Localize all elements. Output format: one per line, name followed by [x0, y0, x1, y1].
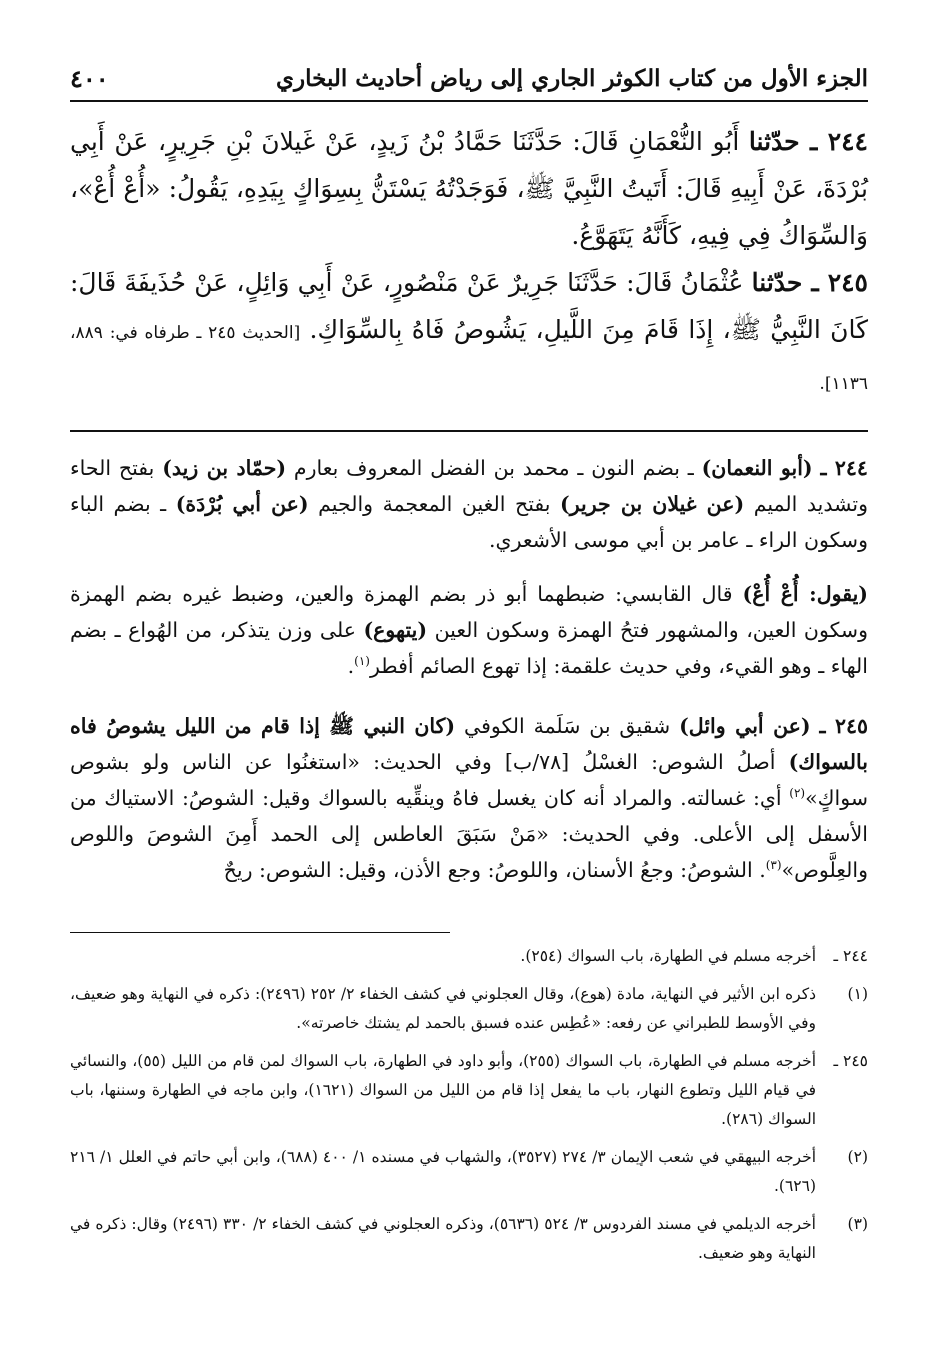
hadith-245-lead: ٢٤٥ ـ حدّثنا: [751, 268, 868, 297]
footnote-text: أخرجه الديلمي في مسند الفردوس ٣/ ٥٢٤ (٥٦٣٦)، وذكره العجلوني في كشف الخفاء ٢/ ٣٣٠ (٢٤٩٦) وقال: ذكره في النهاية وهو ضعيف.: [70, 1215, 816, 1262]
cy-text-3: .: [347, 654, 355, 678]
commentary-245: [70, 708, 868, 888]
c245-term-2: (كان النبي ﷺ إذا قام من الليل يشوصُ فاه بالسواك): [70, 714, 868, 774]
hadith-244-lead: ٢٤٤ ـ حدّثنا: [748, 127, 868, 156]
cy-term-1: (يقول: أُعْ أُعْ): [742, 582, 868, 606]
footnote-marker: (٣): [847, 1215, 868, 1233]
c245-text-3: أي: غسالته. والمراد أنه كان يغسل فاهُ وينقِّيه بالسواك وقيل: الشوصُ: الاستياك من الأسفل إلى الأعلى. وفي الحديث: «مَنْ سَبَقَ العاطس إلى الحمد أَمِنَ الشوصَ واللوص والعِلَّوص»: [70, 786, 868, 882]
hadith-245-text: عُثْمَانُ قَالَ: حَدَّثَنَا جَرِيرٌ عَنْ مَنْصُورٍ، عَنْ أَبِي وَائِلٍ، عَنْ حُذَيفَةَ قَالَ: كَانَ النَّبِيُّ ﷺ، إِذَا قَامَ مِنَ اللَّيلِ، يَشُوصُ فَاهُ بِالسِّوَاكِ.: [70, 268, 868, 344]
footnote-marker: (١): [847, 985, 868, 1003]
header-title: الجزء الأول من كتاب الكوثر الجاري إلى رياض أحاديث البخاري: [276, 64, 868, 92]
hadith-244-text: أَبُو النُّعْمَانِ قَالَ: حَدَّثَنَا حَمَّادُ بْنُ زَيدٍ، عَنْ غَيلانَ بْنِ جَرِيرٍ، عَنْ أَبِي بُرْدَةَ، عَنْ أَبِيهِ قَالَ: أَتَيتُ النَّبِيَّ ﷺ، فَوَجَدْتُهُ يَسْتَنُّ بِسِوَاكٍ بِيَدِهِ، يَقُولُ: «أُعْ أُعْ»، وَالسِّوَاكُ فِي فِيهِ، كَأَنَّهُ يَتَهَوَّعُ.: [70, 127, 868, 250]
c245-number: ٢٤٥ ـ: [819, 714, 868, 738]
c244-text-2: بفتح الحاء وتشديد الميم: [70, 456, 868, 516]
running-header: [70, 56, 868, 102]
c245-text-2: أصلُ الشوص: الغسْلُ [٧٨/ب] وفي الحديث: «استغنُوا عن الناس ولو بشوص سواكٍ»: [70, 750, 868, 810]
footnote-marker: (٢): [847, 1148, 868, 1166]
section-divider: [70, 430, 868, 432]
footnote-ref-2[interactable]: (٢): [789, 786, 806, 801]
c245-text-4: . الشوصُ: وجعُ الأسنان، واللوصُ: وجع الأذن، وقيل: الشوص: ريحٌ: [223, 858, 766, 882]
footnote-marker: ٢٤٤ ـ: [833, 947, 868, 965]
page-number: ٤٠٠: [70, 63, 109, 93]
footnote-item: [70, 1143, 868, 1201]
footnote-ref-1[interactable]: (١): [354, 654, 370, 669]
c244-text-1: ـ بضم النون ـ محمد بن الفضل المعروف بعارم: [293, 456, 694, 480]
c244-number: ٢٤٤ ـ: [820, 456, 868, 480]
footnote-item: [70, 1047, 868, 1134]
c244-text-3: بفتح الغين المعجمة والجيم: [318, 492, 551, 516]
footnotes: [70, 942, 868, 1277]
hadith-245-note: [الحديث ٢٤٥ ـ طرفاه في: ٨٨٩، ١١٣٦].: [70, 323, 868, 394]
footnote-ref-3[interactable]: (٣): [765, 858, 782, 873]
hadith-245: [70, 259, 868, 408]
footnote-text: ذكره ابن الأثير في النهاية، مادة (هوع)، وقال العجلوني في كشف الخفاء ٢/ ٢٥٢ (٢٤٩٦): ذكره في النهاية وهو ضعيف، وفي الأوسط للطبراني عن رفعه: «عُطِس عنده فسبق بالحمد لم يشتك خاصرته».: [70, 985, 816, 1032]
c245-text-1: شقيق بن سَلَمة الكوفي: [464, 714, 671, 738]
c244-text-4: ـ بضم الباء وسكون الراء ـ عامر بن أبي موسى الأشعري.: [70, 492, 868, 552]
footnote-item: [70, 1210, 868, 1268]
footnote-marker: ٢٤٥ ـ: [833, 1052, 868, 1070]
cy-text-2: على وزن يتذكر، من الهُواع ـ بضم الهاء ـ وهو القيء، وفي حديث علقمة: إذا تهوع الصائم أفطر: [70, 618, 868, 678]
commentary-244: [70, 450, 868, 558]
hadith-244: [70, 118, 868, 259]
c244-term-4: (عن أبي بُرْدَة): [175, 492, 309, 516]
cy-term-2: (يتهوع): [363, 618, 428, 642]
c245-term-1: (عن أبي وائل): [679, 714, 811, 738]
footnote-text: أخرجه البيهقي في شعب الإيمان ٣/ ٢٧٤ (٣٥٢٧)، والشهاب في مسنده ١/ ٤٠٠ (٦٨٨)، وابن أبي حاتم في العلل ١/ ٢١٦ (٦٢٦).: [70, 1148, 816, 1195]
commentary-yaqul: [70, 576, 868, 684]
cy-text-1: قال القابسي: ضبطهما أبو ذر بضم الهمزة والعين، وضبط غيره بضم الهمزة وسكون العين، والمشهور فتحُ الهمزة وسكون العين: [70, 582, 868, 642]
c244-term-2: (حمّاد بن زيد): [162, 456, 287, 480]
c244-term-1: (أبو النعمان): [701, 456, 813, 480]
footnote-text: أخرجه مسلم في الطهارة، باب السواك (٢٥٥)، وأبو داود في الطهارة، باب السواك لمن قام من الليل (٥٥)، والنسائي في قيام الليل وتطوع النهار، باب ما يفعل إذا قام من الليل من السواك (١٦٢١)، وابن ماجه في الطهارة وسننها، باب السواك (٢٨٦).: [70, 1052, 816, 1128]
footnote-item: [70, 980, 868, 1038]
footnote-item: [70, 942, 868, 971]
footnote-divider: [70, 932, 450, 933]
footnote-text: أخرجه مسلم في الطهارة، باب السواك (٢٥٤).: [520, 947, 816, 965]
c244-term-3: (عن غيلان بن جرير): [560, 492, 745, 516]
